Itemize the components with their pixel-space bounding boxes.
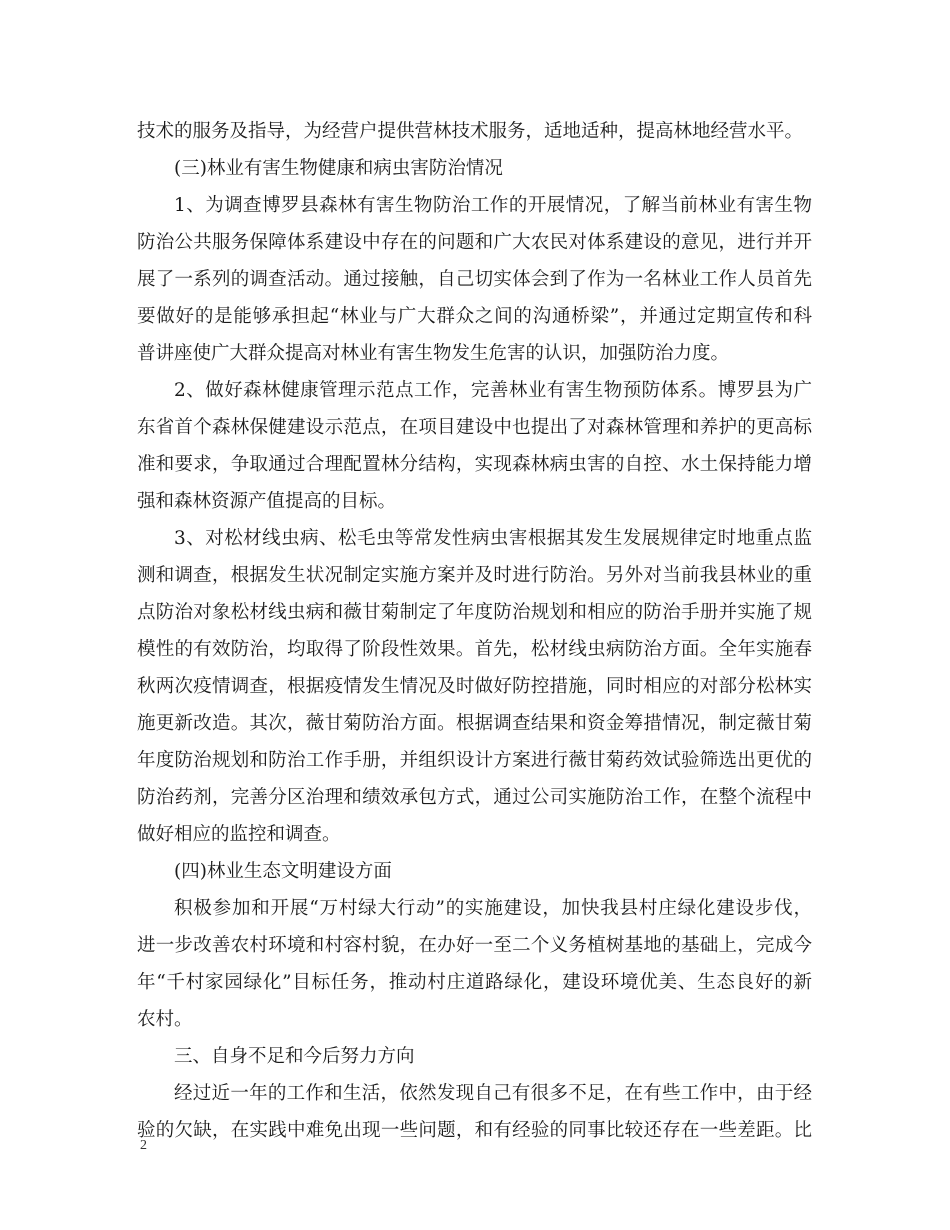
text-line: 秋两次疫情调查，根据疫情发生情况及时做好防控措施，同时相应的对部分松林实: [137, 676, 812, 697]
text-line: 积极参加和开展“万村绿大行动”的实施建设，加快我县村庄绿化建设步伐，: [174, 898, 812, 919]
text-line: (四)林业生态文明建设方面: [174, 861, 392, 882]
text-line: 农村。: [137, 1009, 193, 1030]
text-line: 模性的有效防治，均取得了阶段性效果。首先，松材线虫病防治方面。全年实施春: [137, 639, 812, 660]
text-line: 经过近一年的工作和生活，依然发现自己有很多不足，在有些工作中，由于经: [174, 1083, 812, 1104]
text-line: 做好相应的监控和调查。: [137, 824, 341, 845]
text-line: 点防治对象松材线虫病和薇甘菊制定了年度防治规划和相应的防治手册并实施了规: [137, 602, 812, 623]
text-line: 测和调查，根据发生状况制定实施方案并及时进行防治。另外对当前我县林业的重: [137, 565, 812, 586]
text-line: 东省首个森林保健建设示范点，在项目建设中也提出了对森林管理和养护的更高标: [137, 417, 812, 438]
text-line: 进一步改善农村环境和村容村貌，在办好一至二个义务植树基地的基础上，完成今: [137, 935, 812, 956]
text-line: 普讲座使广大群众提高对林业有害生物发生危害的认识，加强防治力度。: [137, 343, 730, 364]
text-line: 防治药剂，完善分区治理和绩效承包方式，通过公司实施防治工作，在整个流程中: [137, 787, 812, 808]
text-line: 2、做好森林健康管理示范点工作，完善林业有害生物预防体系。博罗县为广: [174, 380, 812, 401]
text-line: 强和森林资源产值提高的目标。: [137, 491, 397, 512]
document-body: [137, 113, 812, 1149]
page-number: 2: [140, 1138, 147, 1153]
text-line: 三、自身不足和今后努力方向: [174, 1046, 415, 1067]
text-line: 技术的服务及指导，为经营户提供营林技术服务，适地适种，提高林地经营水平。: [137, 121, 804, 142]
text-line: (三)林业有害生物健康和病虫害防治情况: [174, 158, 503, 179]
text-line: 准和要求，争取通过合理配置林分结构，实现森林病虫害的自控、水土保持能力增: [137, 454, 812, 475]
text-line: 展了一系列的调查活动。通过接触，自己切实体会到了作为一名林业工作人员首先: [137, 269, 812, 290]
text-line: 防治公共服务保障体系建设中存在的问题和广大农民对体系建设的意见，进行并开: [137, 232, 812, 253]
text-line: 年度防治规划和防治工作手册，并组织设计方案进行薇甘菊药效试验筛选出更优的: [137, 750, 812, 771]
text-line: 验的欠缺，在实践中难免出现一些问题，和有经验的同事比较还存在一些差距。比: [137, 1120, 812, 1141]
text-line: 年“千村家园绿化”目标任务，推动村庄道路绿化，建设环境优美、生态良好的新: [137, 972, 812, 993]
text-line: 要做好的是能够承担起“林业与广大群众之间的沟通桥梁”，并通过定期宣传和科: [137, 306, 812, 327]
text-line: 1、为调查博罗县森林有害生物防治工作的开展情况，了解当前林业有害生物: [174, 195, 812, 216]
text-line: 3、对松材线虫病、松毛虫等常发性病虫害根据其发生发展规律定时地重点监: [174, 528, 812, 549]
text-line: 施更新改造。其次，薇甘菊防治方面。根据调查结果和资金筹措情况，制定薇甘菊: [137, 713, 812, 734]
